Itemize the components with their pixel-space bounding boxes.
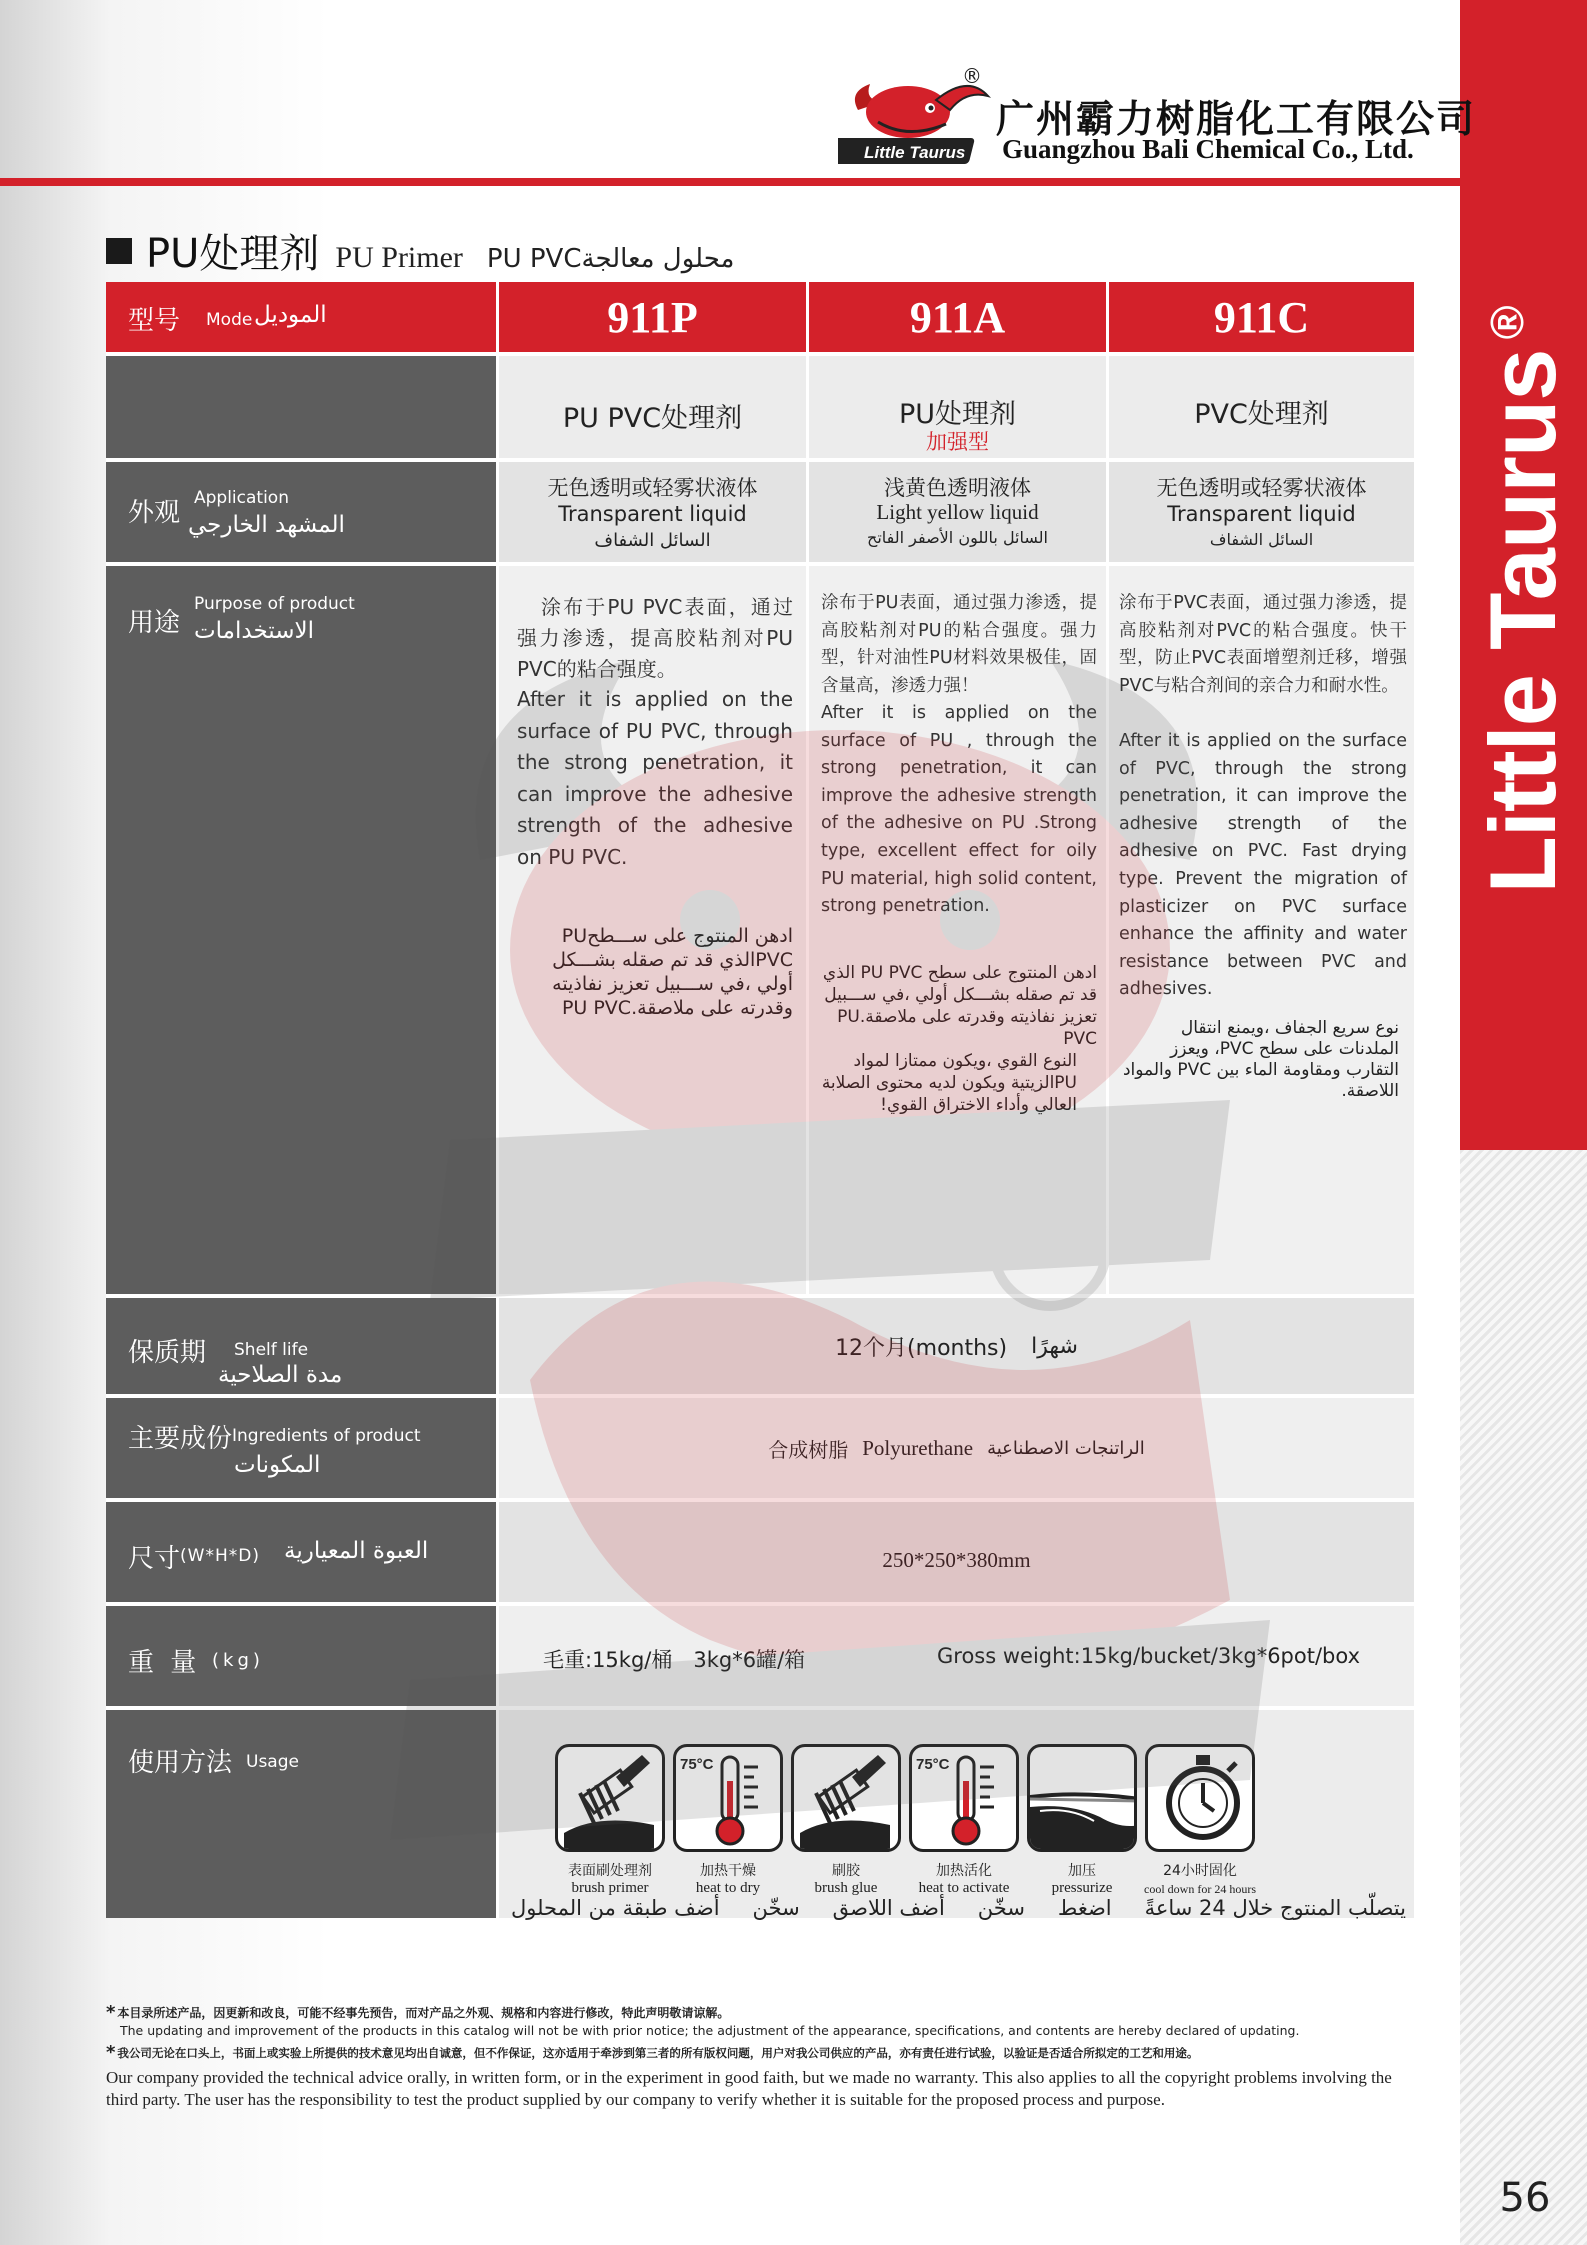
company-name-cn: 广州霸力树脂化工有限公司 (996, 97, 1477, 141)
label-shelf-life (106, 1298, 496, 1394)
label-usage-en: Usage (246, 1752, 299, 1772)
label-ingredients (106, 1398, 496, 1498)
table-row-model (106, 282, 1414, 356)
appearance-911a-en: Light yellow liquid (876, 500, 1039, 524)
appearance-911a-cn: 浅黄色透明液体 (884, 476, 1031, 500)
table-row-names (106, 356, 1414, 462)
label-appearance (106, 462, 496, 562)
purpose-911c-ar: نوع سريع الجفاف ،ويمنع انتقال الملدنات على سطح PVC، ويعزز التقارب ومقاومة الماء بين PVC والمواد اللاصقة. (1122, 1018, 1399, 1101)
ingredients-en: Polyurethane (862, 1435, 974, 1460)
purpose-911p (496, 566, 806, 1294)
usage-step-pressurize (1023, 1744, 1141, 1897)
model-911a: 911A (806, 282, 1106, 352)
usage-step-4-en: heat to activate (918, 1880, 1010, 1896)
usage-step-1-en: brush primer (571, 1880, 649, 1896)
appearance-911a (806, 462, 1106, 562)
label-model-en: Mode (206, 310, 253, 330)
table-row-size (106, 1502, 1414, 1606)
usage-step-5-cn: 加压 (1068, 1863, 1096, 1879)
step-4-temp: 75°C (916, 1756, 950, 1773)
appearance-911p-en: Transparent liquid (558, 502, 747, 526)
appearance-911c-en: Transparent liquid (1167, 502, 1356, 526)
label-appearance-en: Application (194, 488, 289, 508)
name-911p: PU PVC处理剂 (562, 403, 743, 434)
footer-note-2 (106, 2042, 1446, 2111)
title-ar: PU PVCمحلول معالجة (486, 244, 735, 274)
footer-star-icon: * (106, 2042, 116, 2063)
usage-value (496, 1710, 1414, 1918)
label-purpose-en: Purpose of product (194, 594, 355, 614)
model-911c: 911C (1106, 282, 1414, 352)
name-911a-sub: 加强型 (926, 430, 989, 454)
label-ingredients-en: Ingredients of product (232, 1426, 421, 1446)
label-size-cn: 尺寸 (128, 1544, 181, 1574)
purpose-911p-cn: 涂布于PU PVC表面，通过强力渗透，提高胶粘剂对PU PVC的粘合强度。 (517, 595, 793, 681)
usage-steps (551, 1744, 1259, 1897)
purpose-911c (1106, 566, 1414, 1294)
usage-step-5-en: pressurize (1051, 1880, 1113, 1896)
side-pattern-band (1460, 1150, 1587, 2245)
label-purpose-cn: 用途 (128, 608, 181, 638)
purpose-911p-ar: ادهن المنتوج على ســـطحPU PVCالذي قد تم صقله بشـــكل أولي ،في ســـبيل تعزيز نفاذيته وقدرته على ملاصقة.PU PVC (552, 925, 793, 1019)
usage-arabic-row (511, 1896, 1406, 1920)
appearance-911p-cn: 无色透明或轻雾状液体 (547, 476, 758, 500)
usage-step-4-ar: سخّن (977, 1896, 1025, 1920)
brush-icon (558, 1747, 665, 1852)
title-bullet-icon (106, 238, 132, 264)
purpose-911a (806, 566, 1106, 1294)
usage-step-3-en: brush glue (814, 1880, 878, 1896)
label-shelf-ar: مدة الصلاحية (218, 1362, 343, 1388)
purpose-911p-en: After it is applied on the surface of PU PVC, through the strong penetration, it can improve the adhesive strength of the adhesive on PU PVC. (517, 687, 793, 869)
usage-step-heat-activate (905, 1744, 1023, 1897)
name-911a: PU处理剂 (898, 399, 1017, 430)
table-row-usage (106, 1710, 1414, 1918)
usage-step-6-ar: يتصلّب المنتوج خلال 24 ساعةً (1144, 1896, 1406, 1920)
name-cell-911p (496, 356, 806, 458)
usage-step-1-ar: أضف طبقة من المحلول (511, 1896, 720, 1920)
label-usage (106, 1710, 496, 1918)
svg-text:Little Taurus: Little Taurus (864, 143, 966, 162)
label-purpose (106, 566, 496, 1294)
label-weight (106, 1606, 496, 1706)
purpose-911a-en: After it is applied on the surface of PU , through the strong penetration, it can improve the adhesive strength of the adhesive on PU .Strong type, excellent effect for oily PU material, high solid content, strong penetration. (821, 703, 1097, 917)
purpose-911a-ar2: النوع القوي ،ويكون ممتازا لمواد PUالزيتية ويكون لديه محتوى الصلابة العالي وأداء الاختراق القوي! (821, 1051, 1077, 1115)
header-divider (0, 178, 1460, 186)
usage-step-2-en: heat to dry (695, 1880, 761, 1896)
usage-step-3-ar: أضف اللاصق (832, 1896, 945, 1920)
appearance-911c-cn: 无色透明或轻雾状液体 (1156, 476, 1367, 500)
label-model-cn: 型号 (128, 306, 181, 336)
label-weight-cn: 重 量 (128, 1648, 201, 1678)
thermometer-icon (912, 1747, 1019, 1852)
usage-step-6-en: cool down for 24 hours (1144, 1882, 1256, 1896)
usage-step-4-cn: 加热活化 (936, 1863, 992, 1879)
label-ingredients-cn: 主要成份 (128, 1424, 233, 1454)
press-icon (1030, 1747, 1137, 1852)
footer-note-2-cn: 我公司无论在口头上，书面上或实验上所提供的技术意见均出自诚意，但不作保证，这亦适用于牵涉到第三者的所有版权问题，用户对我公司供应的产品，亦有责任进行试验，以验证是否适合所拟定的工艺和用途。 (117, 2045, 1199, 2060)
usage-step-3-cn: 刷胶 (832, 1863, 860, 1879)
label-ingredients-ar: المكونات (234, 1452, 321, 1478)
thermometer-icon (676, 1747, 783, 1852)
ingredients-cn: 合成树脂 (768, 1437, 849, 1462)
footer-note-1 (106, 2002, 1446, 2038)
name-cell-911c (1106, 356, 1414, 458)
brush-icon (794, 1747, 901, 1852)
weight-en: Gross weight:15kg/bucket/3kg*6pot/box (937, 1644, 1361, 1668)
table-row-appearance (106, 462, 1414, 566)
purpose-911c-en: After it is applied on the surface of PVC, through the strong penetration, it can improve the adhesive strength of the adhesive on PVC. Fast drying type. Prevent the migration of plasticizer on PVC surface enhance the affinity and water resistance between PVC and adhesives. (1119, 731, 1407, 1000)
size-value (496, 1502, 1414, 1602)
usage-step-2-cn: 加热干燥 (700, 1863, 756, 1879)
usage-step-heat-dry (669, 1744, 787, 1897)
size-value-text: 250*250*380mm (882, 1547, 1031, 1572)
page-number: 56 (1499, 2175, 1551, 2221)
model-911p: 911P (496, 282, 806, 352)
footer-note-1-cn: 本目录所述产品，因更新和改良，可能不经事先预告，而对产品之外观、规格和内容进行修改，特此声明敬请谅解。 (117, 2006, 730, 2020)
appearance-911p-ar: السائل الشفاف (594, 530, 711, 551)
label-model (106, 282, 496, 352)
product-table (106, 282, 1414, 1918)
appearance-911c-ar: السائل الشفاف (1209, 530, 1314, 549)
page-title (106, 222, 734, 279)
label-appearance-cn: 外观 (128, 498, 181, 528)
name-cell-911a (806, 356, 1106, 458)
purpose-911c-cn: 涂布于PVC表面，通过强力渗透，提高胶粘剂对PVC的粘合强度。快干型，防止PVC表面增塑剂迁移，增强PVC与粘合剂间的亲合力和耐水性。 (1119, 593, 1407, 696)
usage-step-brush-glue (787, 1744, 905, 1897)
table-row-purpose (106, 566, 1414, 1298)
table-row-weight (106, 1606, 1414, 1710)
weight-value (496, 1606, 1414, 1706)
company-name-en: Guangzhou Bali Chemical Co., Ltd. (1002, 134, 1414, 164)
ingredients-value (496, 1398, 1414, 1498)
weight-cn: 毛重:15kg/桶 3kg*6罐/箱 (543, 1648, 806, 1672)
label-shelf-cn: 保质期 (128, 1338, 207, 1368)
footer-note-2-en: Our company provided the technical advice orally, in written form, or in the experiment in good faith, but we made no warranty. This also applies to all the copyright problems involving the third party. The user has the responsibility to test the product supplied by our company to verify whether it is suitable for the proposed process and purpose. (106, 2068, 1392, 2109)
appearance-911a-ar: السائل باللون الأصفر الفاتح (867, 528, 1048, 547)
stopwatch-icon (1148, 1747, 1255, 1852)
usage-step-5-ar: اضغط (1057, 1896, 1112, 1920)
usage-step-1-cn: 表面刷处理剂 (568, 1863, 652, 1879)
purpose-911a-cn: 涂布于PU表面，通过强力渗透，提高胶粘剂对PU的粘合强度。强力型，针对油性PU材料效果极佳，固含量高，渗透力强！ (821, 593, 1097, 696)
appearance-911p (496, 462, 806, 562)
label-usage-cn: 使用方法 (128, 1748, 233, 1778)
label-size-en: (W*H*D) (180, 1546, 260, 1566)
step-2-temp: 75°C (680, 1756, 714, 1773)
shelf-life-ar: شهرًا (1031, 1333, 1078, 1359)
side-brand-text: Little Taurus® (1470, 306, 1575, 894)
label-appearance-ar: المشهد الخارجي (188, 512, 345, 538)
registered-mark: ® (962, 64, 982, 88)
ingredients-ar: الراتنجات الاصطناعية (987, 1437, 1145, 1459)
table-row-shelf-life (106, 1298, 1414, 1398)
table-row-ingredients (106, 1398, 1414, 1502)
label-purpose-ar: الاستخدامات (194, 618, 315, 644)
title-cn: PU处理剂 (146, 231, 320, 277)
usage-step-cool-down (1141, 1744, 1259, 1897)
label-model-ar: الموديل (254, 302, 327, 328)
label-shelf-en: Shelf life (234, 1340, 309, 1360)
label-empty (106, 356, 496, 458)
label-size-ar: العبوة المعيارية (284, 1538, 429, 1564)
footer-star-icon: * (106, 2002, 116, 2023)
label-weight-en: (kg) (212, 1650, 264, 1671)
usage-step-2-ar: سخّن (752, 1896, 800, 1920)
appearance-911c (1106, 462, 1414, 562)
shelf-life-cn: 12个月(months) (835, 1335, 1008, 1361)
name-911c: PVC处理剂 (1194, 399, 1329, 430)
usage-step-brush-primer (551, 1744, 669, 1897)
label-size (106, 1502, 496, 1602)
usage-step-6-cn: 24小时固化 (1163, 1863, 1237, 1879)
shelf-life-value (496, 1298, 1414, 1394)
title-en: PU Primer (335, 241, 463, 274)
footer-note-1-en: The updating and improvement of the products in this catalog will not be with prior notice; the adjustment of the appearance, specifications, and contents are hereby declared of updating. (120, 2023, 1300, 2038)
purpose-911a-ar: ادهن المنتوج على سطح PU PVC الذي قد تم صقله بشـــكل أولي ،في ســـبيل تعزيز نفاذيته وقدرته على ملاصقة.PU PVC (822, 963, 1097, 1049)
